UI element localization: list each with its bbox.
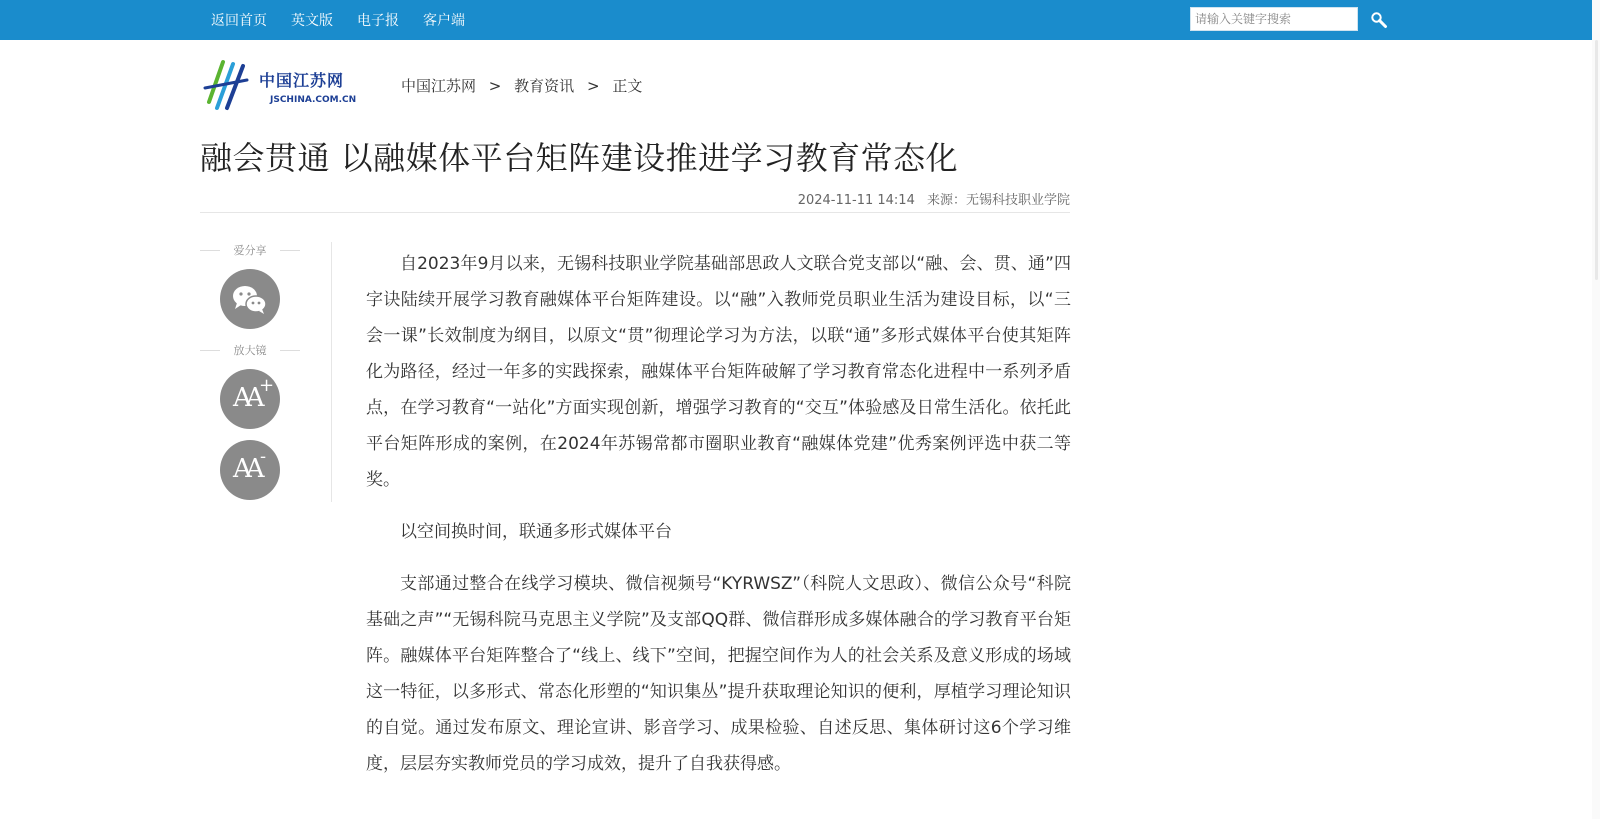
top-navigation-bar [0,0,1600,40]
breadcrumb-separator: > [488,77,502,95]
breadcrumb-current: 正文 [612,77,643,95]
zoom-out-sign: - [260,446,267,467]
nav-client-link[interactable]: 客户端 [423,13,465,29]
share-label: 爱分享 [200,242,300,258]
zoom-in-button[interactable] [220,369,280,429]
logo-mark-icon [203,58,253,114]
article-subheading: 以空间换时间，联通多形式媒体平台 [400,522,672,542]
title-divider [200,212,1070,213]
zoom-out-icon: AA [233,454,259,484]
article-paragraph: 自2023年9月以来，无锡科技职业学院基础部思政人文联合党支部以“融、会、贯、通”四字诀陆续开展学习教育融媒体平台矩阵建设。以“融”入教师党员职业生活为建设目标，以“三会一课”长效制度为纲目，以原文“贯”彻理论学习为方法，以联“通”多形式媒体平台使其矩阵化为路径，经过一年多的实践探索，融媒体平台矩阵破解了学习教育常态化进程中一系列矛盾点，在学习教育“一站化”方面实现创新，增强学习教育的“交互”体验感及日常生活化。依托此平台矩阵形成的案例，在2024年苏锡常都市圈职业教育“融媒体党建”优秀案例评选中获二等奖。 [366,254,1071,490]
breadcrumb-education[interactable]: 教育资讯 [514,77,575,95]
top-nav-links [211,0,489,40]
article-body [366,246,1071,798]
wechat-share-button[interactable] [220,269,280,329]
tools-divider [331,242,332,502]
article-paragraph: 支部通过整合在线学习模块、微信视频号“KYRWSZ”（科院人文思政）、微信公众号“科院基础之声”“无锡科院马克思主义学院”及支部QQ群、微信群形成多媒体融合的学习教育平台矩阵。融媒体平台矩阵整合了“线上、线下”空间，把握空间作为人的社会关系及意义形成的场域这一特征，以多形式、常态化形塑的“知识集丛”提升获取理论知识的便利，厚植学习理论知识的自觉。通过发布原文、理论宣讲、影音学习、成果检验、自述反思、集体研讨这6个学习维度，层层夯实教师党员的学习成效，提升了自我获得感。 [366,574,1071,774]
wechat-icon [220,269,280,329]
nav-english-link[interactable]: 英文版 [291,13,333,29]
logo-subtext: JSCHINA.COM.CN [270,95,357,105]
article-meta [798,189,1070,208]
zoom-in-sign: + [259,375,275,396]
nav-home-link[interactable]: 返回首页 [211,13,267,29]
article-source: 来源：无锡科技职业学院 [926,193,1070,208]
nav-epaper-link[interactable]: 电子报 [357,13,399,29]
page-title: 融会贯通 以融媒体平台矩阵建设推进学习教育常态化 [200,139,959,177]
logo-text: 中国江苏网 [259,71,345,90]
search-input[interactable] [1190,7,1358,31]
scrollbar-thumb[interactable] [1595,40,1598,280]
breadcrumb-separator: > [586,77,600,95]
zoom-out-button[interactable] [220,440,280,500]
breadcrumb [401,75,642,96]
search-icon[interactable] [1370,11,1388,29]
site-logo[interactable] [203,58,363,114]
breadcrumb-home[interactable]: 中国江苏网 [401,77,477,95]
zoom-in-icon: AA [233,383,259,413]
article-date: 2024-11-11 14:14 [797,193,915,208]
zoom-label: 放大镜 [200,342,300,358]
